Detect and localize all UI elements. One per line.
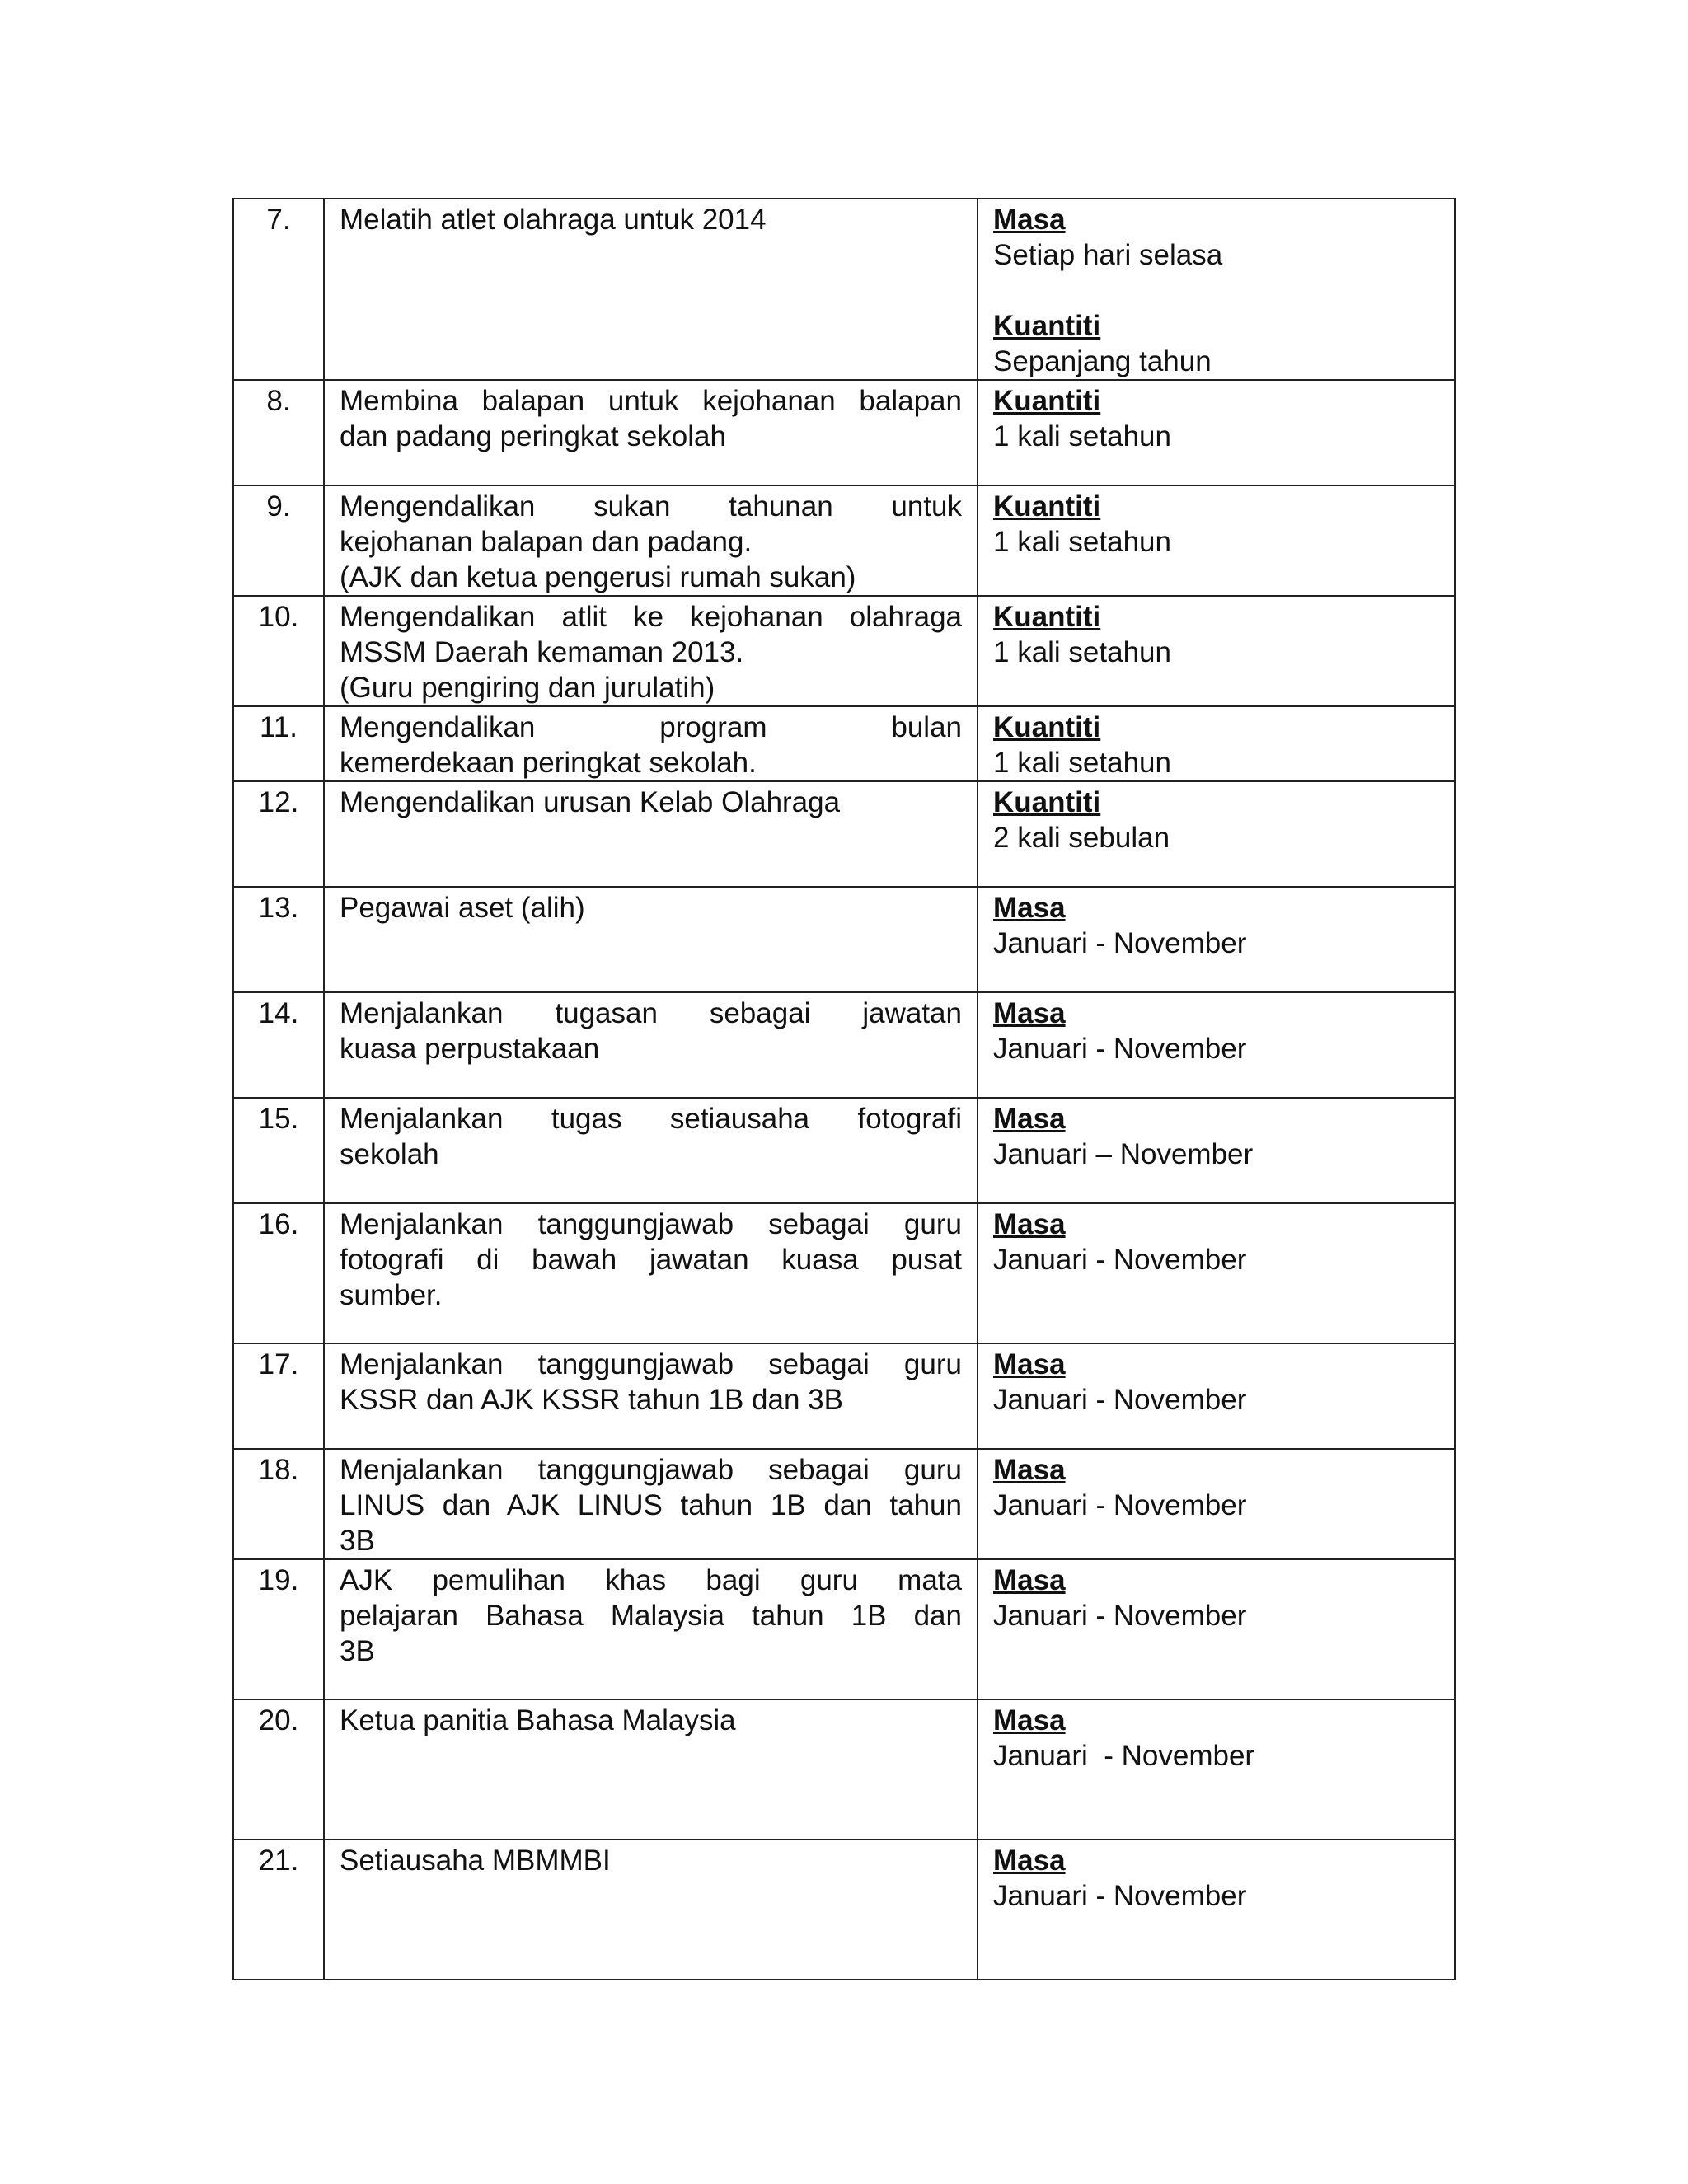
schedule-heading: Kuantiti	[993, 490, 1101, 523]
task-schedule	[978, 380, 1455, 485]
row-number: 17.	[233, 1343, 324, 1449]
table-row	[233, 1840, 1455, 1980]
schedule-value: Sepanjang tahun	[993, 345, 1212, 377]
table-row	[233, 887, 1455, 992]
row-number: 18.	[233, 1449, 324, 1559]
task-description: Mengendalikan program bulan kemerdekaan peringkat sekolah.	[324, 706, 978, 781]
row-number: 19.	[233, 1559, 324, 1699]
task-description: Menjalankan tanggungjawab sebagai guru KSSR dan AJK KSSR tahun 1B dan 3B	[324, 1343, 978, 1449]
schedule-value: 1 kali setahun	[993, 526, 1171, 558]
schedule-value: 1 kali setahun	[993, 420, 1171, 452]
task-schedule	[978, 199, 1455, 380]
schedule-value: 1 kali setahun	[993, 747, 1171, 779]
task-description: Mengendalikan atlit ke kejohanan olahraga MSSM Daerah kemaman 2013. (Guru pengiring dan jurulatih)	[324, 596, 978, 706]
task-schedule	[978, 1559, 1455, 1699]
schedule-value: Januari - November	[993, 1489, 1247, 1521]
row-number: 7.	[233, 199, 324, 380]
task-description: Menjalankan tugasan sebagai jawatan kuasa perpustakaan	[324, 992, 978, 1098]
task-schedule	[978, 1449, 1455, 1559]
schedule-value: Januari - November	[993, 1740, 1255, 1772]
schedule-heading: Kuantiti	[993, 310, 1101, 342]
table-row	[233, 199, 1455, 380]
task-description: Mengendalikan sukan tahunan untuk kejohanan balapan dan padang. (AJK dan ketua pengerusi rumah sukan)	[324, 485, 978, 596]
table-row	[233, 1449, 1455, 1559]
schedule-heading: Masa	[993, 892, 1066, 924]
schedule-value: Januari - November	[993, 1033, 1247, 1065]
schedule-value: Januari - November	[993, 1600, 1247, 1632]
row-number: 15.	[233, 1098, 324, 1203]
task-description: Menjalankan tanggungjawab sebagai guru fotografi di bawah jawatan kuasa pusat sumber.	[324, 1203, 978, 1343]
row-number: 16.	[233, 1203, 324, 1343]
schedule-heading: Kuantiti	[993, 711, 1101, 743]
schedule-heading: Masa	[993, 1454, 1066, 1486]
task-description: Melatih atlet olahraga untuk 2014	[324, 199, 978, 380]
task-description: Membina balapan untuk kejohanan balapan dan padang peringkat sekolah	[324, 380, 978, 485]
task-schedule	[978, 706, 1455, 781]
task-description: Mengendalikan urusan Kelab Olahraga	[324, 781, 978, 887]
table-row	[233, 380, 1455, 485]
table-row	[233, 1699, 1455, 1840]
schedule-heading: Kuantiti	[993, 601, 1101, 633]
task-description: Menjalankan tugas setiausaha fotografi sekolah	[324, 1098, 978, 1203]
row-number: 11.	[233, 706, 324, 781]
row-number: 9.	[233, 485, 324, 596]
task-schedule	[978, 1203, 1455, 1343]
task-description: Ketua panitia Bahasa Malaysia	[324, 1699, 978, 1840]
task-schedule	[978, 1840, 1455, 1980]
row-number: 13.	[233, 887, 324, 992]
row-number: 21.	[233, 1840, 324, 1980]
schedule-heading: Masa	[993, 1103, 1066, 1135]
task-schedule	[978, 1098, 1455, 1203]
schedule-value: 1 kali setahun	[993, 636, 1171, 668]
row-number: 14.	[233, 992, 324, 1098]
table-row	[233, 596, 1455, 706]
task-schedule	[978, 596, 1455, 706]
task-schedule	[978, 887, 1455, 992]
schedule-value: Setiap hari selasa	[993, 239, 1223, 271]
table-row	[233, 1098, 1455, 1203]
row-number: 8.	[233, 380, 324, 485]
row-number: 20.	[233, 1699, 324, 1840]
schedule-value: Januari - November	[993, 1880, 1247, 1912]
task-schedule	[978, 1343, 1455, 1449]
task-description: Setiausaha MBMMBI	[324, 1840, 978, 1980]
table-row	[233, 1203, 1455, 1343]
schedule-heading: Masa	[993, 1564, 1066, 1596]
schedule-heading: Masa	[993, 1208, 1066, 1240]
task-schedule	[978, 781, 1455, 887]
task-schedule	[978, 992, 1455, 1098]
schedule-heading: Kuantiti	[993, 385, 1101, 417]
schedule-value: Januari - November	[993, 1244, 1247, 1276]
task-schedule	[978, 485, 1455, 596]
task-description: Pegawai aset (alih)	[324, 887, 978, 992]
task-schedule	[978, 1699, 1455, 1840]
schedule-heading: Kuantiti	[993, 786, 1101, 818]
table-row	[233, 485, 1455, 596]
task-description: AJK pemulihan khas bagi guru mata pelajaran Bahasa Malaysia tahun 1B dan 3B	[324, 1559, 978, 1699]
schedule-heading: Masa	[993, 1348, 1066, 1380]
schedule-value: Januari - November	[993, 927, 1247, 959]
schedule-heading: Masa	[993, 1844, 1066, 1877]
task-table	[232, 198, 1456, 1980]
schedule-value: Januari – November	[993, 1138, 1254, 1170]
table-row	[233, 992, 1455, 1098]
table-row	[233, 781, 1455, 887]
schedule-heading: Masa	[993, 1704, 1066, 1736]
schedule-value: Januari - November	[993, 1384, 1247, 1416]
task-description: Menjalankan tanggungjawab sebagai guru LINUS dan AJK LINUS tahun 1B dan tahun 3B	[324, 1449, 978, 1559]
table-row	[233, 1343, 1455, 1449]
schedule-heading: Masa	[993, 997, 1066, 1029]
schedule-value: 2 kali sebulan	[993, 822, 1170, 854]
row-number: 12.	[233, 781, 324, 887]
table-row	[233, 706, 1455, 781]
row-number: 10.	[233, 596, 324, 706]
table-row	[233, 1559, 1455, 1699]
schedule-heading: Masa	[993, 204, 1066, 236]
